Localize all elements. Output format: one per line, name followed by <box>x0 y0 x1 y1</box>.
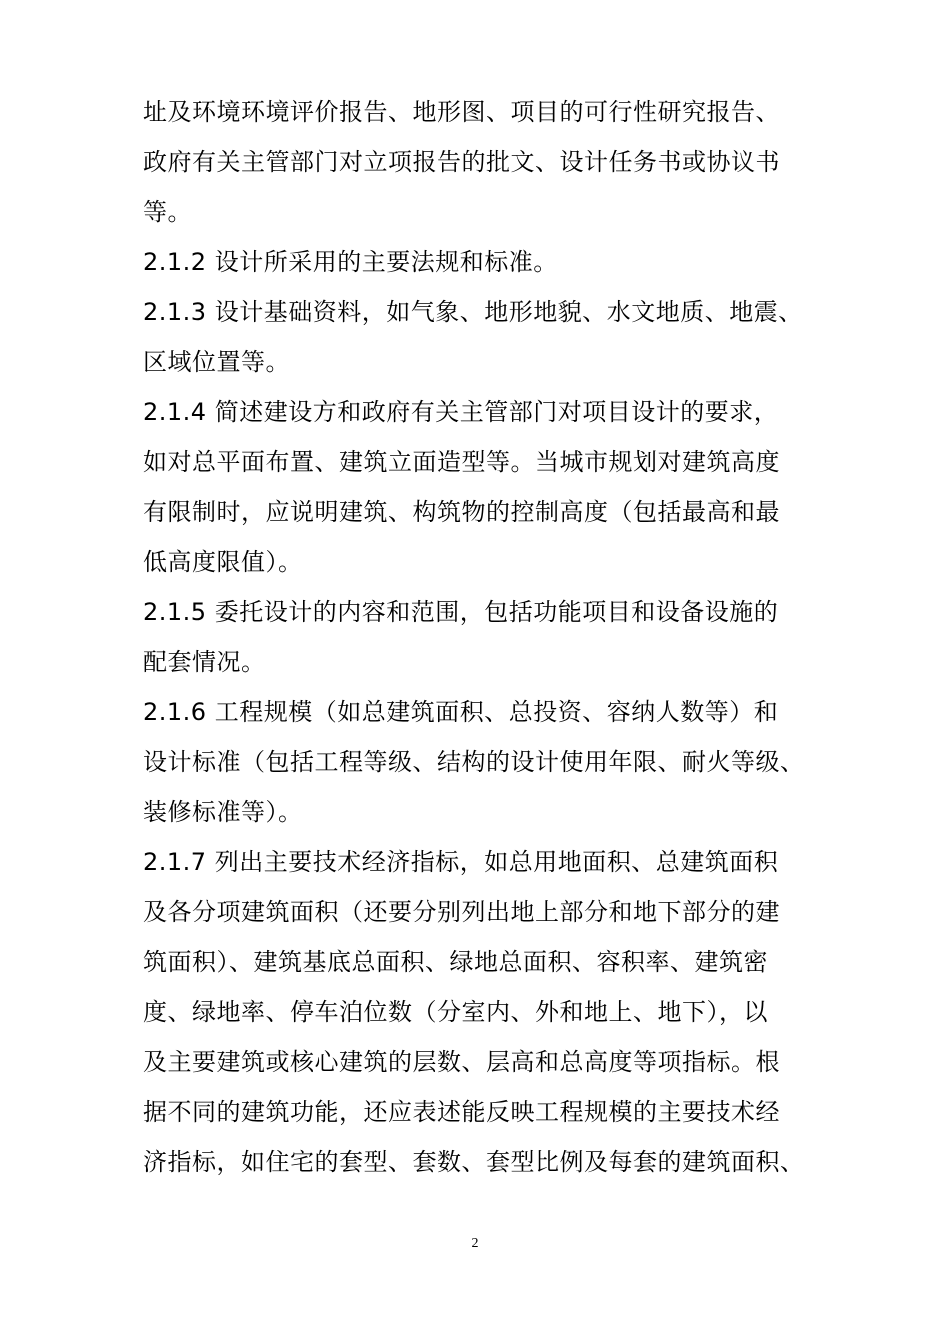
section-2-1-2: 2.1.2 设计所采用的主要法规和标准。 <box>143 248 558 276</box>
text-line: 度、绿地率、停车泊位数（分室内、外和地上、地下），以 <box>143 998 768 1026</box>
text-line: 有限制时，应说明建筑、构筑物的控制高度（包括最高和最 <box>143 498 780 526</box>
text-line: 如对总平面布置、建筑立面造型等。当城市规划对建筑高度 <box>143 448 780 476</box>
text-line: 低高度限值）。 <box>143 548 303 576</box>
text-line: 济指标，如住宅的套型、套数、套型比例及每套的建筑面积、 <box>143 1148 805 1176</box>
text-line: 筑面积）、建筑基底总面积、绿地总面积、容积率、建筑密 <box>143 948 768 976</box>
text-line: 设计标准（包括工程等级、结构的设计使用年限、耐火等级、 <box>143 748 805 776</box>
page-number: 2 <box>471 1236 479 1251</box>
text-line: 配套情况。 <box>143 648 266 676</box>
text-line: 政府有关主管部门对立项报告的批文、设计任务书或协议书 <box>143 148 780 176</box>
text-line: 及各分项建筑面积（还要分别列出地上部分和地下部分的建 <box>143 898 780 926</box>
section-2-1-5: 2.1.5 委托设计的内容和范围，包括功能项目和设备设施的 <box>143 598 779 626</box>
section-2-1-3: 2.1.3 设计基础资料，如气象、地形地貌、水文地质、地震、 <box>143 298 803 326</box>
text-line: 及主要建筑或核心建筑的层数、层高和总高度等项指标。根 <box>143 1048 780 1076</box>
text-line: 等。 <box>143 198 192 226</box>
section-2-1-4: 2.1.4 简述建设方和政府有关主管部门对项目设计的要求， <box>143 398 779 426</box>
text-line: 址及环境环境评价报告、地形图、项目的可行性研究报告、 <box>143 98 780 126</box>
text-line: 装修标准等）。 <box>143 798 303 826</box>
section-2-1-6: 2.1.6 工程规模（如总建筑面积、总投资、容纳人数等）和 <box>143 698 779 726</box>
text-line: 据不同的建筑功能，还应表述能反映工程规模的主要技术经 <box>143 1098 780 1126</box>
section-2-1-7: 2.1.7 列出主要技术经济指标，如总用地面积、总建筑面积 <box>143 848 779 876</box>
text-line: 区域位置等。 <box>143 348 290 376</box>
